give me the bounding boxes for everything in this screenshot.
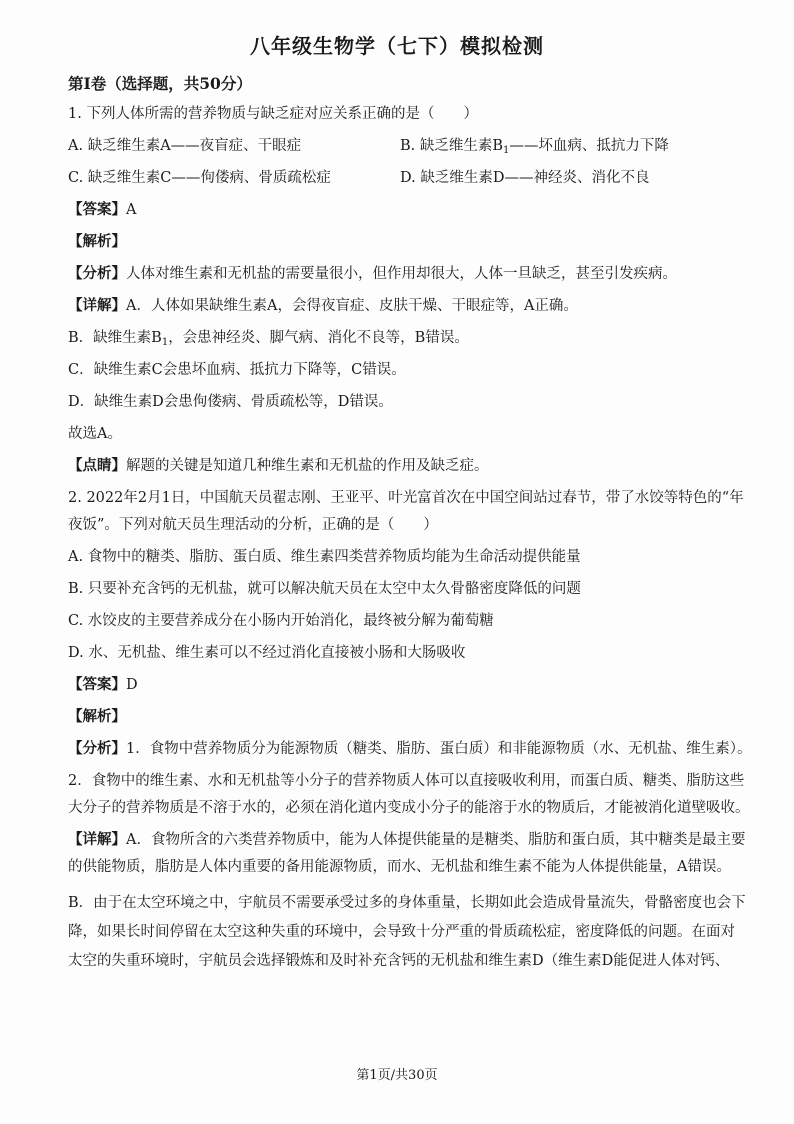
q2-xiangjie-a1 [68, 830, 746, 850]
q2-fenxi-2a: 2．食物中的维生素、水和无机盐等小分子的营养物质人体可以直接吸收利用，而蛋白质、糖类、脂肪这些 [68, 773, 745, 789]
xiangjie-tag: 【详解】 [68, 831, 126, 848]
fenxi-text: 人体对维生素和无机盐的需要量很小，但作用却很大，人体一旦缺乏，甚至引发疾病。 [126, 266, 677, 282]
q2-option-c: C. 水饺皮的主要营养成分在小肠内开始消化，最终被分解为葡萄糖 [68, 613, 494, 629]
q1-stem: 1. 下列人体所需的营养物质与缺乏症对应关系正确的是（ ） [68, 106, 478, 122]
jiexi-tag: 【解析】 [68, 233, 126, 250]
section-heading: 第Ⅰ卷（选择题，共50分） [68, 74, 252, 93]
xiangjie-tag: 【详解】 [68, 297, 126, 314]
q2-answer [68, 675, 138, 695]
fenxi-tag: 【分析】 [68, 740, 126, 757]
dianjing-text: 解题的关键是知道几种维生素和无机盐的作用及缺乏症。 [126, 458, 489, 474]
answer-value: A [126, 202, 137, 218]
q2-option-b: B. 只要补充含钙的无机盐，就可以解决航天员在太空中太久骨骼密度降低的问题 [68, 581, 581, 597]
q1-jiexi [68, 232, 126, 252]
q1-detail-b-sub: 1 [161, 337, 169, 348]
page-title: 八年级生物学（七下）模拟检测 [250, 34, 544, 58]
xiangjie-text: A．人体如果缺维生素A，会得夜盲症、皮肤干燥、干眼症等，A正确。 [126, 298, 578, 314]
answer-tag: 【答案】 [68, 676, 126, 693]
q1-detail-c: C．缺维生素C会患坏血病、抵抗力下降等，C错误。 [68, 362, 406, 378]
q2-detail-b-1: B．由于在太空环境之中，宇航员不需要承受过多的身体重量，长期如此会造成骨量流失，骨骼密度也会下 [68, 895, 746, 911]
q2-stem-line1: 2. 2022年2月1日，中国航天员翟志刚、王亚平、叶光富首次在中国空间站过春节，带了水饺等特色的“年 [68, 490, 744, 506]
q1-detail-d: D．缺维生素D会患佝偻病、骨质疏松等，D错误。 [68, 394, 393, 410]
q1-option-b [400, 136, 669, 161]
q1-option-b-pre: B. 缺乏维生素B [400, 138, 504, 154]
fenxi-tag: 【分析】 [68, 265, 126, 282]
q1-fenxi [68, 264, 677, 284]
answer-value: D [126, 677, 138, 693]
q1-option-b-post: ——坏血病、抵抗力下降 [509, 138, 669, 154]
q2-fenxi-2b: 大分子的营养物质是不溶于水的，必须在消化道内变成小分子的能溶于水的物质后，才能被消化道壁吸收。 [68, 800, 750, 816]
q1-option-d: D. 缺乏维生素D——神经炎、消化不良 [400, 170, 650, 186]
q1-option-a: A. 缺乏维生素A——夜盲症、干眼症 [68, 138, 302, 154]
q1-xiangjie [68, 296, 578, 316]
page-number: 第1页/共30页 [356, 1068, 438, 1083]
q1-option-c: C. 缺乏维生素C——佝偻病、骨质疏松症 [68, 170, 331, 186]
q2-jiexi [68, 707, 126, 727]
q2-stem-line2: 夜饭”。下列对航天员生理活动的分析，正确的是（ ） [68, 517, 438, 533]
xiangjie-text-a1: A．食物所含的六类营养物质中，能为人体提供能量的是糖类、脂肪和蛋白质，其中糖类是最主要 [126, 832, 746, 848]
q1-detail-b-pre: B．缺维生素B [68, 330, 162, 346]
jiexi-tag: 【解析】 [68, 708, 126, 725]
q2-detail-b-2: 降，如果长时间停留在太空这种失重的环境中，会导致十分严重的骨质疏松症，密度降低的问题。在面对 [68, 924, 735, 940]
q1-option-b-sub: 1 [503, 145, 510, 156]
q1-conclusion: 故选A。 [68, 426, 122, 442]
q2-option-a: A. 食物中的糖类、脂肪、蛋白质、维生素四类营养物质均能为生命活动提供能量 [68, 549, 581, 565]
q1-detail-b [68, 328, 469, 353]
q1-dianjing [68, 456, 489, 476]
q2-option-d: D. 水、无机盐、维生素可以不经过消化直接被小肠和大肠吸收 [68, 645, 466, 661]
answer-tag: 【答案】 [68, 201, 126, 218]
q2-detail-b-3: 太空的失重环境时，宇航员会选择锻炼和及时补充含钙的无机盐和维生素D（维生素D能促进人体对钙、 [68, 953, 730, 969]
fenxi-text-1: 1．食物中营养物质分为能源物质（糖类、脂肪、蛋白质）和非能源物质（水、无机盐、维生素）。 [126, 741, 752, 757]
q1-detail-b-post: ，会患神经炎、脚气病、消化不良等，B错误。 [168, 330, 469, 346]
dianjing-tag: 【点睛】 [68, 457, 126, 474]
q2-xiangjie-a2: 的供能物质，脂肪是人体内重要的备用能源物质，而水、无机盐和维生素不能为人体提供能量，A错误。 [68, 859, 731, 875]
q1-answer [68, 200, 136, 220]
q2-fenxi-1 [68, 739, 752, 759]
